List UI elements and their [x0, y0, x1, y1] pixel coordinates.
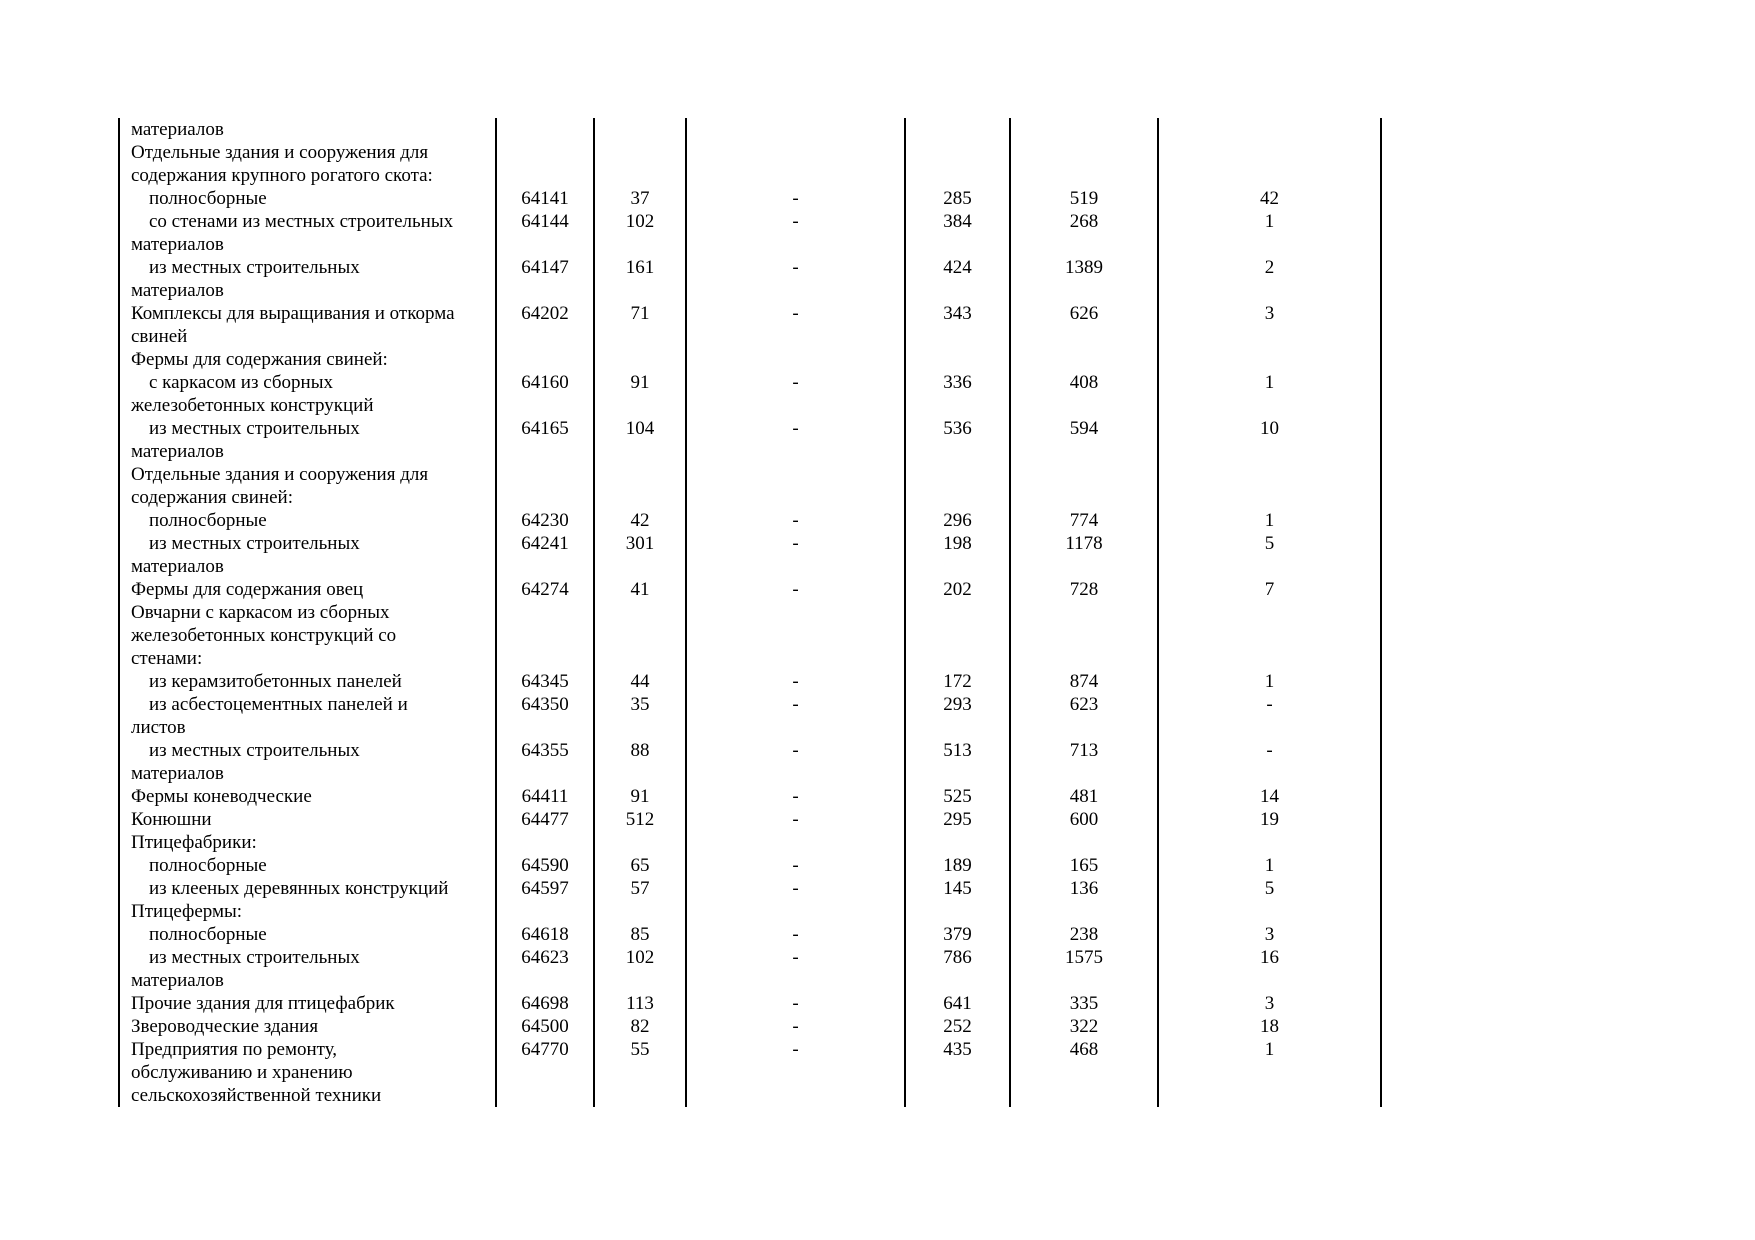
col2-cell: 102 [594, 210, 686, 256]
code-cell [496, 348, 594, 371]
col2-cell: 37 [594, 187, 686, 210]
table-row [119, 808, 1381, 831]
code-cell: 64477 [496, 808, 594, 831]
row-name-cell [119, 578, 496, 601]
col5-cell: 408 [1010, 371, 1158, 417]
col6-cell: 3 [1158, 302, 1381, 348]
table-row [119, 877, 1381, 900]
table-row [119, 256, 1381, 302]
col6-cell: 7 [1158, 578, 1381, 601]
row-name-line: сельскохозяйственной техники [131, 1085, 382, 1106]
row-name-line: листов [131, 717, 186, 738]
table-row [119, 670, 1381, 693]
col2-cell: 161 [594, 256, 686, 302]
col2-cell [594, 463, 686, 509]
row-name-cell [119, 670, 496, 693]
code-cell: 64141 [496, 187, 594, 210]
col2-cell: 512 [594, 808, 686, 831]
col4-cell: 293 [905, 693, 1010, 739]
row-name-line: обслуживанию и хранению [131, 1062, 353, 1083]
col3-cell: - [686, 785, 905, 808]
code-cell: 64411 [496, 785, 594, 808]
row-name-line: Конюшни [131, 809, 212, 830]
col6-cell [1158, 601, 1381, 670]
col6-cell [1158, 463, 1381, 509]
col4-cell: 343 [905, 302, 1010, 348]
col5-cell [1010, 348, 1158, 371]
row-name-line: содержания крупного рогатого скота: [131, 165, 433, 186]
col3-cell [686, 601, 905, 670]
row-name-cell [119, 739, 496, 785]
table-row [119, 739, 1381, 785]
row-name-line: Птицефермы: [131, 901, 243, 922]
col5-cell [1010, 463, 1158, 509]
table-row [119, 509, 1381, 532]
col5-cell [1010, 601, 1158, 670]
code-cell [496, 900, 594, 923]
col6-cell: 1 [1158, 509, 1381, 532]
table-row [119, 118, 1381, 141]
row-name-cell [119, 141, 496, 187]
code-cell [496, 141, 594, 187]
col5-cell: 623 [1010, 693, 1158, 739]
row-name-line: из местных строительных [149, 740, 360, 761]
row-name-line: материалов [131, 441, 224, 462]
col4-cell: 296 [905, 509, 1010, 532]
col6-cell: 10 [1158, 417, 1381, 463]
col5-cell: 600 [1010, 808, 1158, 831]
col2-cell: 82 [594, 1015, 686, 1038]
table-row [119, 210, 1381, 256]
col3-cell: - [686, 1038, 905, 1107]
col3-cell: - [686, 509, 905, 532]
col2-cell: 301 [594, 532, 686, 578]
col6-cell: 3 [1158, 923, 1381, 946]
table-row [119, 187, 1381, 210]
row-name-cell [119, 187, 496, 210]
col4-cell: 424 [905, 256, 1010, 302]
code-cell: 64274 [496, 578, 594, 601]
col3-cell: - [686, 1015, 905, 1038]
col5-cell: 519 [1010, 187, 1158, 210]
col6-cell: 16 [1158, 946, 1381, 992]
col6-cell: 3 [1158, 992, 1381, 1015]
row-name-line: из асбестоцементных панелей и [149, 694, 408, 715]
col6-cell: - [1158, 693, 1381, 739]
row-name-line: со стенами из местных строительных [149, 211, 454, 232]
col6-cell: - [1158, 739, 1381, 785]
col5-cell: 238 [1010, 923, 1158, 946]
col3-cell: - [686, 923, 905, 946]
col3-cell: - [686, 877, 905, 900]
code-cell: 64160 [496, 371, 594, 417]
col5-cell: 322 [1010, 1015, 1158, 1038]
col2-cell: 57 [594, 877, 686, 900]
table-row [119, 831, 1381, 854]
table-row [119, 693, 1381, 739]
col3-cell [686, 900, 905, 923]
code-cell: 64230 [496, 509, 594, 532]
row-name-line: материалов [131, 234, 224, 255]
col3-cell: - [686, 187, 905, 210]
col3-cell [686, 141, 905, 187]
row-name-line: из местных строительных [149, 257, 360, 278]
table-row [119, 463, 1381, 509]
col2-cell: 42 [594, 509, 686, 532]
col3-cell: - [686, 693, 905, 739]
row-name-cell [119, 992, 496, 1015]
code-cell: 64202 [496, 302, 594, 348]
col4-cell: 786 [905, 946, 1010, 992]
row-name-cell [119, 946, 496, 992]
col5-cell [1010, 141, 1158, 187]
col5-cell: 165 [1010, 854, 1158, 877]
col6-cell: 42 [1158, 187, 1381, 210]
row-name-cell [119, 509, 496, 532]
row-name-line: содержания свиней: [131, 487, 293, 508]
row-name-line: материалов [131, 763, 224, 784]
col5-cell [1010, 118, 1158, 141]
col3-cell: - [686, 854, 905, 877]
row-name-line: из керамзитобетонных панелей [149, 671, 402, 692]
code-cell: 64618 [496, 923, 594, 946]
row-name-cell [119, 854, 496, 877]
row-name-cell [119, 831, 496, 854]
code-cell [496, 118, 594, 141]
row-name-line: полносборные [149, 924, 267, 945]
col6-cell: 2 [1158, 256, 1381, 302]
code-cell: 64165 [496, 417, 594, 463]
col5-cell: 481 [1010, 785, 1158, 808]
row-name-line: полносборные [149, 510, 267, 531]
row-name-line: Фермы коневодческие [131, 786, 312, 807]
col2-cell [594, 348, 686, 371]
col5-cell: 468 [1010, 1038, 1158, 1107]
col4-cell: 189 [905, 854, 1010, 877]
col6-cell [1158, 118, 1381, 141]
table-row [119, 1038, 1381, 1107]
table-row [119, 532, 1381, 578]
col2-cell: 91 [594, 371, 686, 417]
col6-cell [1158, 141, 1381, 187]
col4-cell [905, 601, 1010, 670]
row-name-line: Прочие здания для птицефабрик [131, 993, 395, 1014]
row-name-cell [119, 371, 496, 417]
col5-cell: 728 [1010, 578, 1158, 601]
col5-cell: 594 [1010, 417, 1158, 463]
table-row [119, 946, 1381, 992]
col4-cell [905, 831, 1010, 854]
table-row [119, 417, 1381, 463]
table-row [119, 785, 1381, 808]
col4-cell: 384 [905, 210, 1010, 256]
data-table [118, 118, 1382, 1107]
col5-cell: 874 [1010, 670, 1158, 693]
col2-cell [594, 118, 686, 141]
row-name-cell [119, 348, 496, 371]
col3-cell: - [686, 256, 905, 302]
code-cell [496, 831, 594, 854]
col3-cell: - [686, 739, 905, 785]
code-cell: 64623 [496, 946, 594, 992]
col4-cell [905, 463, 1010, 509]
row-name-cell [119, 877, 496, 900]
code-cell: 64770 [496, 1038, 594, 1107]
col5-cell: 1178 [1010, 532, 1158, 578]
col2-cell: 35 [594, 693, 686, 739]
code-cell: 64500 [496, 1015, 594, 1038]
col6-cell: 5 [1158, 532, 1381, 578]
row-name-cell [119, 210, 496, 256]
row-name-line: стенами: [131, 648, 203, 669]
col4-cell [905, 900, 1010, 923]
col3-cell [686, 348, 905, 371]
row-name-line: Фермы для содержания овец [131, 579, 364, 600]
col5-cell: 268 [1010, 210, 1158, 256]
table-row [119, 141, 1381, 187]
col4-cell: 285 [905, 187, 1010, 210]
col4-cell [905, 348, 1010, 371]
code-cell: 64355 [496, 739, 594, 785]
col2-cell: 71 [594, 302, 686, 348]
col3-cell: - [686, 992, 905, 1015]
row-name-line: материалов [131, 119, 224, 140]
col4-cell: 202 [905, 578, 1010, 601]
table-row [119, 601, 1381, 670]
col3-cell: - [686, 417, 905, 463]
col2-cell [594, 601, 686, 670]
col6-cell [1158, 348, 1381, 371]
col6-cell: 19 [1158, 808, 1381, 831]
table-row [119, 302, 1381, 348]
row-name-line: Отдельные здания и сооружения для [131, 142, 429, 163]
col5-cell: 1575 [1010, 946, 1158, 992]
col6-cell [1158, 900, 1381, 923]
col4-cell [905, 118, 1010, 141]
code-cell [496, 463, 594, 509]
code-cell [496, 601, 594, 670]
row-name-line: материалов [131, 556, 224, 577]
col3-cell: - [686, 371, 905, 417]
col2-cell: 104 [594, 417, 686, 463]
table-row [119, 371, 1381, 417]
col6-cell: 1 [1158, 210, 1381, 256]
col5-cell: 335 [1010, 992, 1158, 1015]
col2-cell: 85 [594, 923, 686, 946]
table-row [119, 578, 1381, 601]
col6-cell [1158, 831, 1381, 854]
row-name-line: полносборные [149, 188, 267, 209]
code-cell: 64241 [496, 532, 594, 578]
col2-cell: 102 [594, 946, 686, 992]
col5-cell [1010, 900, 1158, 923]
col3-cell: - [686, 808, 905, 831]
col4-cell [905, 141, 1010, 187]
col2-cell: 113 [594, 992, 686, 1015]
col3-cell [686, 463, 905, 509]
col2-cell [594, 141, 686, 187]
code-cell: 64698 [496, 992, 594, 1015]
row-name-line: из клееных деревянных конструкций [149, 878, 449, 899]
code-cell: 64350 [496, 693, 594, 739]
col4-cell: 336 [905, 371, 1010, 417]
row-name-cell [119, 785, 496, 808]
col6-cell: 14 [1158, 785, 1381, 808]
col2-cell: 44 [594, 670, 686, 693]
col2-cell: 65 [594, 854, 686, 877]
col3-cell: - [686, 302, 905, 348]
col6-cell: 1 [1158, 1038, 1381, 1107]
code-cell: 64144 [496, 210, 594, 256]
row-name-cell [119, 532, 496, 578]
col3-cell: - [686, 670, 905, 693]
row-name-line: из местных строительных [149, 947, 360, 968]
row-name-line: Комплексы для выращивания и откорма [131, 303, 455, 324]
col5-cell: 626 [1010, 302, 1158, 348]
col4-cell: 198 [905, 532, 1010, 578]
col4-cell: 145 [905, 877, 1010, 900]
row-name-cell [119, 256, 496, 302]
col4-cell: 641 [905, 992, 1010, 1015]
col4-cell: 525 [905, 785, 1010, 808]
code-cell: 64597 [496, 877, 594, 900]
row-name-line: железобетонных конструкций [131, 395, 374, 416]
col3-cell: - [686, 946, 905, 992]
code-cell: 64147 [496, 256, 594, 302]
col3-cell [686, 831, 905, 854]
col5-cell: 136 [1010, 877, 1158, 900]
table-body [119, 118, 1381, 1107]
row-name-line: Птицефабрики: [131, 832, 257, 853]
col5-cell: 774 [1010, 509, 1158, 532]
col6-cell: 1 [1158, 371, 1381, 417]
col6-cell: 1 [1158, 670, 1381, 693]
table-row [119, 900, 1381, 923]
table-row [119, 348, 1381, 371]
col2-cell: 55 [594, 1038, 686, 1107]
row-name-cell [119, 1015, 496, 1038]
col2-cell [594, 900, 686, 923]
col2-cell: 88 [594, 739, 686, 785]
row-name-line: из местных строительных [149, 418, 360, 439]
col6-cell: 18 [1158, 1015, 1381, 1038]
row-name-line: из местных строительных [149, 533, 360, 554]
row-name-cell [119, 302, 496, 348]
col4-cell: 536 [905, 417, 1010, 463]
row-name-cell [119, 808, 496, 831]
row-name-line: с каркасом из сборных [149, 372, 333, 393]
table-row [119, 992, 1381, 1015]
col3-cell: - [686, 210, 905, 256]
col6-cell: 5 [1158, 877, 1381, 900]
code-cell: 64590 [496, 854, 594, 877]
col3-cell: - [686, 532, 905, 578]
col3-cell: - [686, 578, 905, 601]
col4-cell: 379 [905, 923, 1010, 946]
row-name-cell [119, 417, 496, 463]
col6-cell: 1 [1158, 854, 1381, 877]
row-name-cell [119, 1038, 496, 1107]
row-name-line: материалов [131, 280, 224, 301]
col5-cell: 1389 [1010, 256, 1158, 302]
row-name-line: Овчарни с каркасом из сборных [131, 602, 390, 623]
row-name-line: Отдельные здания и сооружения для [131, 464, 429, 485]
row-name-line: материалов [131, 970, 224, 991]
table-row [119, 923, 1381, 946]
col4-cell: 513 [905, 739, 1010, 785]
col4-cell: 172 [905, 670, 1010, 693]
row-name-cell [119, 601, 496, 670]
row-name-line: железобетонных конструкций со [131, 625, 397, 646]
code-cell: 64345 [496, 670, 594, 693]
col2-cell: 91 [594, 785, 686, 808]
row-name-line: свиней [131, 326, 188, 347]
table-row [119, 854, 1381, 877]
table-row [119, 1015, 1381, 1038]
col2-cell: 41 [594, 578, 686, 601]
row-name-cell [119, 118, 496, 141]
row-name-cell [119, 923, 496, 946]
col4-cell: 252 [905, 1015, 1010, 1038]
row-name-cell [119, 900, 496, 923]
row-name-line: Звероводческие здания [131, 1016, 319, 1037]
row-name-line: Фермы для содержания свиней: [131, 349, 388, 370]
col2-cell [594, 831, 686, 854]
col4-cell: 295 [905, 808, 1010, 831]
col4-cell: 435 [905, 1038, 1010, 1107]
col5-cell [1010, 831, 1158, 854]
col3-cell [686, 118, 905, 141]
row-name-line: Предприятия по ремонту, [131, 1039, 338, 1060]
row-name-cell [119, 693, 496, 739]
col5-cell: 713 [1010, 739, 1158, 785]
row-name-line: полносборные [149, 855, 267, 876]
row-name-cell [119, 463, 496, 509]
